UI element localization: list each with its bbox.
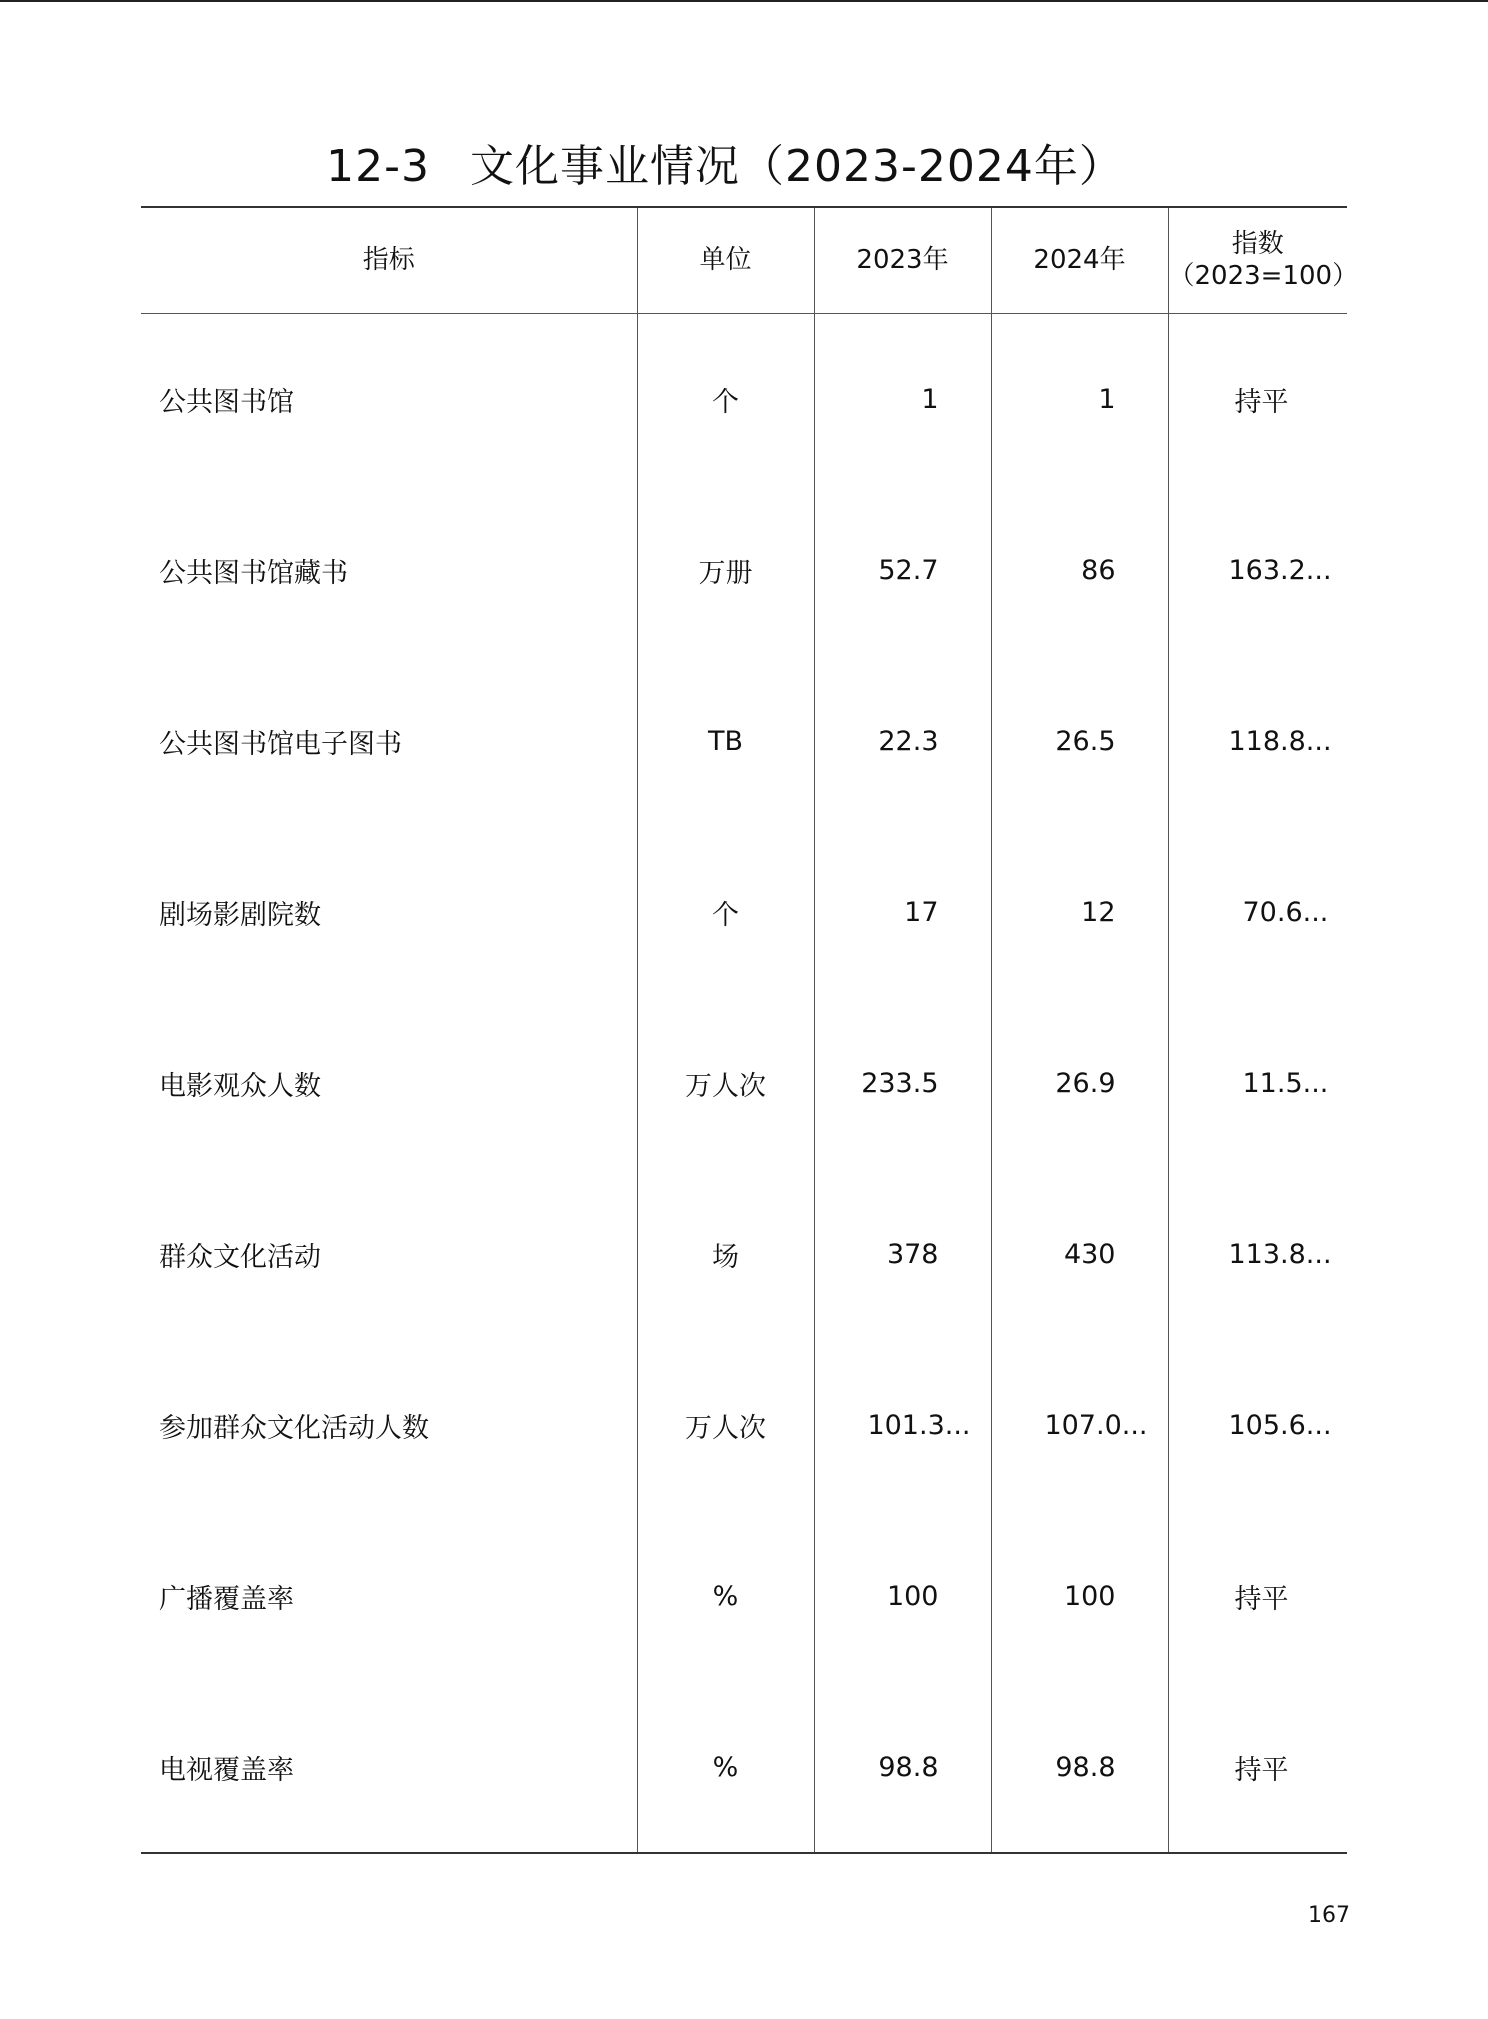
row-value-2023: 233.5	[814, 998, 991, 1169]
row-indicator: 公共图书馆	[159, 386, 294, 418]
table-header-row	[141, 207, 1347, 313]
row-indicator: 电影观众人数	[159, 1071, 321, 1102]
row-indicator: 公共图书馆电子图书	[159, 729, 402, 760]
header-index	[1168, 207, 1359, 313]
row-index: 105.6...	[1168, 1340, 1347, 1511]
row-index: 70.6...	[1168, 827, 1347, 998]
table-row	[141, 1340, 1347, 1511]
table-row	[141, 1682, 1347, 1853]
row-value-2024: 430	[991, 1169, 1168, 1340]
row-unit: 万册	[637, 485, 814, 656]
header-2024: 2024年	[991, 207, 1168, 313]
top-border-rule	[0, 0, 1488, 2]
page-number: 167	[1308, 1903, 1350, 1928]
row-index: 持平	[1168, 313, 1347, 485]
row-index: 118.8...	[1168, 656, 1347, 827]
row-unit: %	[637, 1682, 814, 1853]
header-2023: 2023年	[814, 207, 991, 313]
table-title-text: 文化事业情况（2023-2024年）	[470, 141, 1124, 192]
row-value-2024: 12	[991, 827, 1168, 998]
row-unit: 万人次	[637, 998, 814, 1169]
row-index: 163.2...	[1168, 485, 1347, 656]
table-row	[141, 485, 1347, 656]
row-value-2024: 100	[991, 1511, 1168, 1682]
row-unit: 个	[637, 827, 814, 998]
row-indicator: 剧场影剧院数	[159, 900, 321, 931]
header-indicator: 指标	[141, 207, 637, 313]
row-index: 持平	[1168, 1511, 1347, 1682]
header-index-label: 指数	[1231, 229, 1284, 260]
row-value-2023: 101.3...	[814, 1340, 991, 1511]
row-value-2023: 22.3	[814, 656, 991, 827]
row-unit: 个	[637, 313, 814, 485]
table-row	[141, 1169, 1347, 1340]
row-value-2024: 26.5	[991, 656, 1168, 827]
row-value-2024: 107.0...	[991, 1340, 1168, 1511]
table-row	[141, 998, 1347, 1169]
row-index: 11.5...	[1168, 998, 1347, 1169]
page-title	[0, 130, 1450, 194]
row-value-2024: 98.8	[991, 1682, 1168, 1853]
row-unit: 场	[637, 1169, 814, 1340]
row-value-2023: 378	[814, 1169, 991, 1340]
row-value-2024: 1	[991, 313, 1168, 485]
table-row	[141, 656, 1347, 827]
row-indicator: 公共图书馆藏书	[159, 558, 348, 589]
row-unit: %	[637, 1511, 814, 1682]
row-indicator: 电视覆盖率	[141, 1682, 637, 1853]
row-value-2024: 86	[991, 485, 1168, 656]
table-number: 12-3	[326, 141, 430, 192]
table-row	[141, 1511, 1347, 1682]
table-row	[141, 827, 1347, 998]
header-index-base: （2023=100）	[1168, 261, 1359, 292]
row-value-2023: 1	[814, 313, 991, 485]
row-indicator: 群众文化活动	[159, 1242, 321, 1273]
row-value-2023: 17	[814, 827, 991, 998]
row-value-2024: 26.9	[991, 998, 1168, 1169]
row-indicator: 广播覆盖率	[159, 1584, 294, 1615]
row-unit: TB	[637, 656, 814, 827]
row-indicator: 参加群众文化活动人数	[159, 1413, 429, 1444]
row-value-2023: 100	[814, 1511, 991, 1682]
row-value-2023: 52.7	[814, 485, 991, 656]
header-unit: 单位	[637, 207, 814, 313]
row-value-2023: 98.8	[814, 1682, 991, 1853]
row-index: 持平	[1168, 1682, 1347, 1853]
row-index: 113.8...	[1168, 1169, 1347, 1340]
row-unit: 万人次	[637, 1340, 814, 1511]
culture-stats-table	[141, 206, 1359, 1854]
table-row	[141, 313, 1347, 485]
